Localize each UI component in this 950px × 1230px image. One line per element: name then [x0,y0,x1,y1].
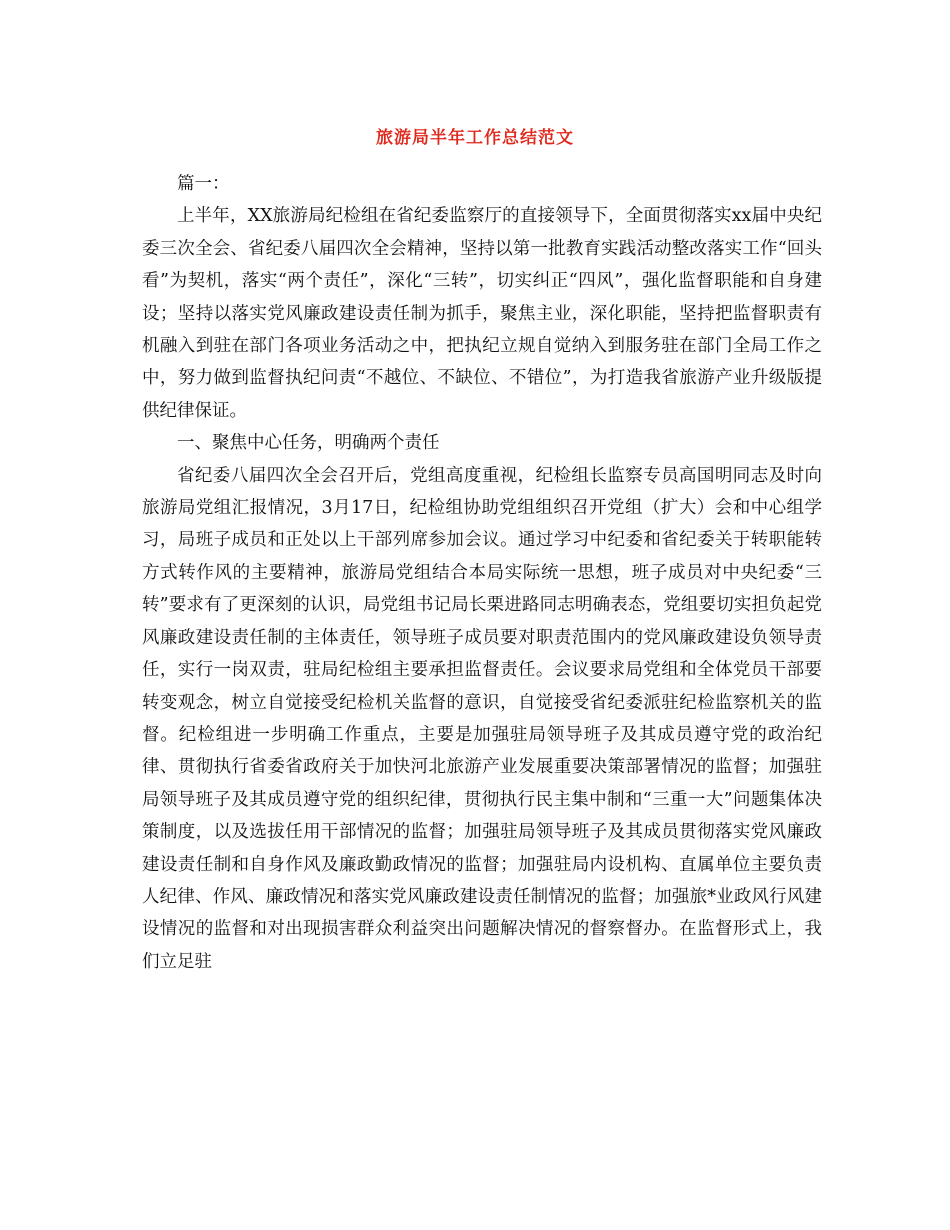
paragraph-body: 省纪委八届四次全会召开后，党组高度重视，纪检组长监察专员高国明同志及时向旅游局党组汇报情况，3月17日，纪检组协助党组组织召开党组（扩大）会和中心组学习，局班子成员和正处以上干部列席参加会议。通过学习中纪委和省纪委关于转职能转方式转作风的主要精神，旅游局党组结合本局实际统一思想，班子成员对中央纪委“三转”要求有了更深刻的认识，局党组书记局长栗进路同志明确表态，党组要切实担负起党风廉政建设责任制的主体责任，领导班子成员要对职责范围内的党风廉政建设负领导责任，实行一岗双责，驻局纪检组主要承担监督责任。会议要求局党组和全体党员干部要转变观念，树立自觉接受纪检机关监督的意识，自觉接受省纪委派驻纪检监察机关的监督。纪检组进一步明确工作重点，主要是加强驻局领导班子及其成员遵守党的政治纪律、贯彻执行省委省政府关于加快河北旅游产业发展重要决策部署情况的监督；加强驻局领导班子及其成员遵守党的组织纪律，贯彻执行民主集中制和“三重一大”问题集体决策制度，以及选拔任用干部情况的监督；加强驻局领导班子及其成员贯彻落实党风廉政建设责任制和自身作风及廉政勤政情况的监督；加强驻局内设机构、直属单位主要负责人纪律、作风、廉政情况和落实党风廉政建设责任制情况的监督；加强旅*业政风行风建设情况的监督和对出现损害群众利益突出问题解决情况的督察督办。在监督形式上，我们立足驻 [142,465,822,972]
paragraph-intro: 上半年，XX旅游局纪检组在省纪委监察厅的直接领导下，全面贯彻落实xx届中央纪委三次全会、省纪委八届四次全会精神，坚持以第一批教育实践活动整改落实工作“回头看”为契机，落实“两个责任”，深化“三转”，切实纠正“四风”，强化监督职能和自身建设；坚持以落实党风廉政建设责任制为抓手，聚焦主业，深化职能，坚持把监督职责有机融入到驻在部门各项业务活动之中，把执纪立规自觉纳入到服务驻在部门全局工作之中，努力做到监督执纪问责“不越位、不缺位、不错位”，为打造我省旅游产业升级版提供纪律保证。 [142,206,822,421]
section-label: 篇一： [177,174,230,194]
document-title: 旅游局半年工作总结范文 [376,128,574,148]
document-body [142,168,822,978]
section-heading: 一、聚焦中心任务，明确两个责任 [177,433,440,454]
